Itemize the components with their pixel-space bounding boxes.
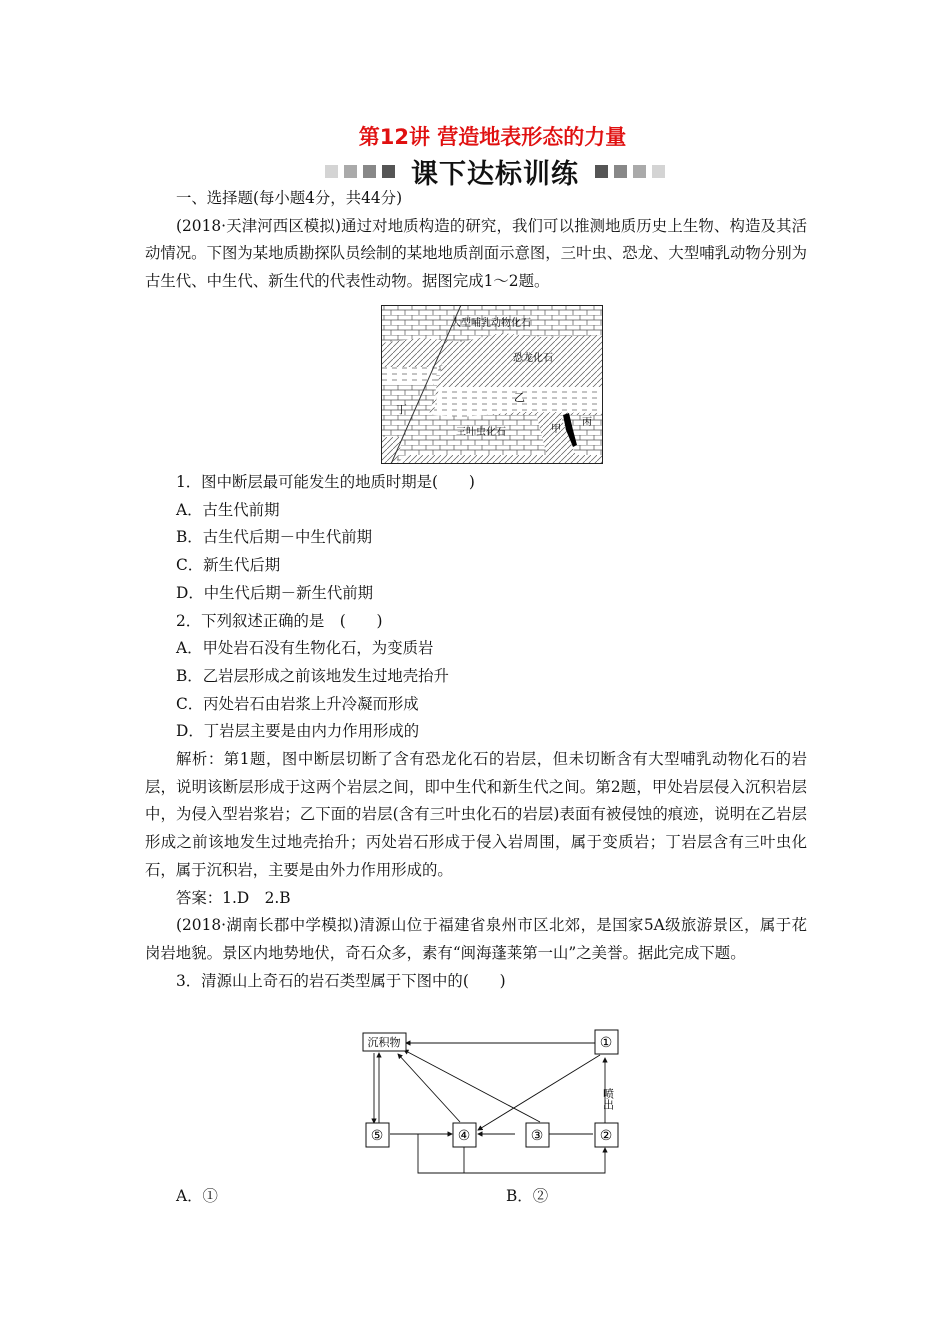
questions-block xyxy=(145,469,807,995)
intro-paragraph-2: (2018·湖南长郡中学模拟)清源山位于福建省泉州市区北郊，是国家5A级旅游景区，属于花岗岩地貌。景区内地势地伏，奇石众多，素有“闽海蓬莱第一山”之美誉。据此完成下题。 xyxy=(145,916,807,962)
decor-square xyxy=(614,165,627,178)
decor-square xyxy=(633,165,646,178)
node-5-label: ⑤ xyxy=(370,1128,384,1144)
option: A．① xyxy=(176,1187,218,1205)
decor-square xyxy=(652,165,665,178)
answer-line: 答案：1.D 2.B xyxy=(176,888,291,907)
section-heading: 一、选择题(每小题4分，共44分) xyxy=(176,189,403,207)
analysis-paragraph: 解析：第1题，图中断层切断了含有恐龙化石的岩层，但未切断含有大型哺乳动物化石的岩层，说明该断层形成于这两个岩层之间，即中生代和新生代之间。第2题，甲处岩层侵入沉积岩层中，为侵入型岩浆岩；乙下面的岩层(含有三叶虫化石的岩层)表面有被侵蚀的痕迹，说明在乙岩层形成之前该地发生过地壳抬升；丙处岩石形成于侵入岩周围，属于变质岩；丁岩层含有三叶虫化石，属于沉积岩，主要是由外力作用形成的。 xyxy=(145,750,807,879)
decor-square xyxy=(363,165,376,178)
question-stem: 1．图中断层最可能发生的地质时期是( ) xyxy=(176,473,475,491)
option: B．古生代后期－中生代前期 xyxy=(176,528,372,547)
geologic-section-figure xyxy=(381,305,603,464)
node-1-label: ① xyxy=(599,1035,613,1051)
option: B．乙岩层形成之前该地发生过地壳抬升 xyxy=(176,666,449,685)
label-yi: 乙 xyxy=(514,391,525,404)
rock-cycle-figure xyxy=(360,1028,625,1178)
node-2-label: ② xyxy=(599,1128,613,1144)
decor-square xyxy=(344,165,357,178)
node-3-label: ③ xyxy=(530,1128,544,1144)
intro-block xyxy=(145,185,807,296)
option: D．丁岩层主要是由内力作用形成的 xyxy=(176,722,420,741)
option: A．甲处岩石没有生物化石，为变质岩 xyxy=(176,639,434,658)
label-trilobite: 三叶虫化石 xyxy=(456,427,506,438)
label-jia: 甲 xyxy=(551,424,561,435)
decor-square xyxy=(382,165,395,178)
lesson-title: 第12讲 营造地表形态的力量 xyxy=(358,125,627,149)
node-sediment-label: 沉积物 xyxy=(367,1036,401,1049)
erupt-label: 喷出 xyxy=(601,1088,615,1110)
question-stem: 2．下列叙述正确的是 ( ) xyxy=(176,611,383,630)
option: B．② xyxy=(506,1187,549,1205)
label-mammal: 大型哺乳动物化石 xyxy=(451,318,531,329)
label-dino: 恐龙化石 xyxy=(513,353,553,364)
label-ding: 丁 xyxy=(396,403,407,416)
intro-paragraph: (2018·天津河西区模拟)通过对地质构造的研究，我们可以推测地质历史上生物、构造及其活动情况。下图为某地质勘探队员绘制的某地地质剖面示意图，三叶虫、恐龙、大型哺乳动物分别为古生代、中生代、新生代的代表性动物。据图完成1～2题。 xyxy=(145,216,807,291)
option: C．丙处岩石由岩浆上升冷凝而形成 xyxy=(176,694,419,713)
option: C．新生代后期 xyxy=(176,556,281,575)
node-4-label: ④ xyxy=(457,1128,471,1144)
decor-square xyxy=(325,165,338,178)
option: A．古生代前期 xyxy=(176,500,280,519)
option: D．中生代后期－新生代前期 xyxy=(176,583,374,602)
decor-square xyxy=(595,165,608,178)
banner-title: 课下达标训练 xyxy=(411,159,579,190)
question-stem: 3．清源山上奇石的岩石类型属于下图中的( ) xyxy=(176,971,506,990)
label-bing: 丙 xyxy=(582,417,592,428)
